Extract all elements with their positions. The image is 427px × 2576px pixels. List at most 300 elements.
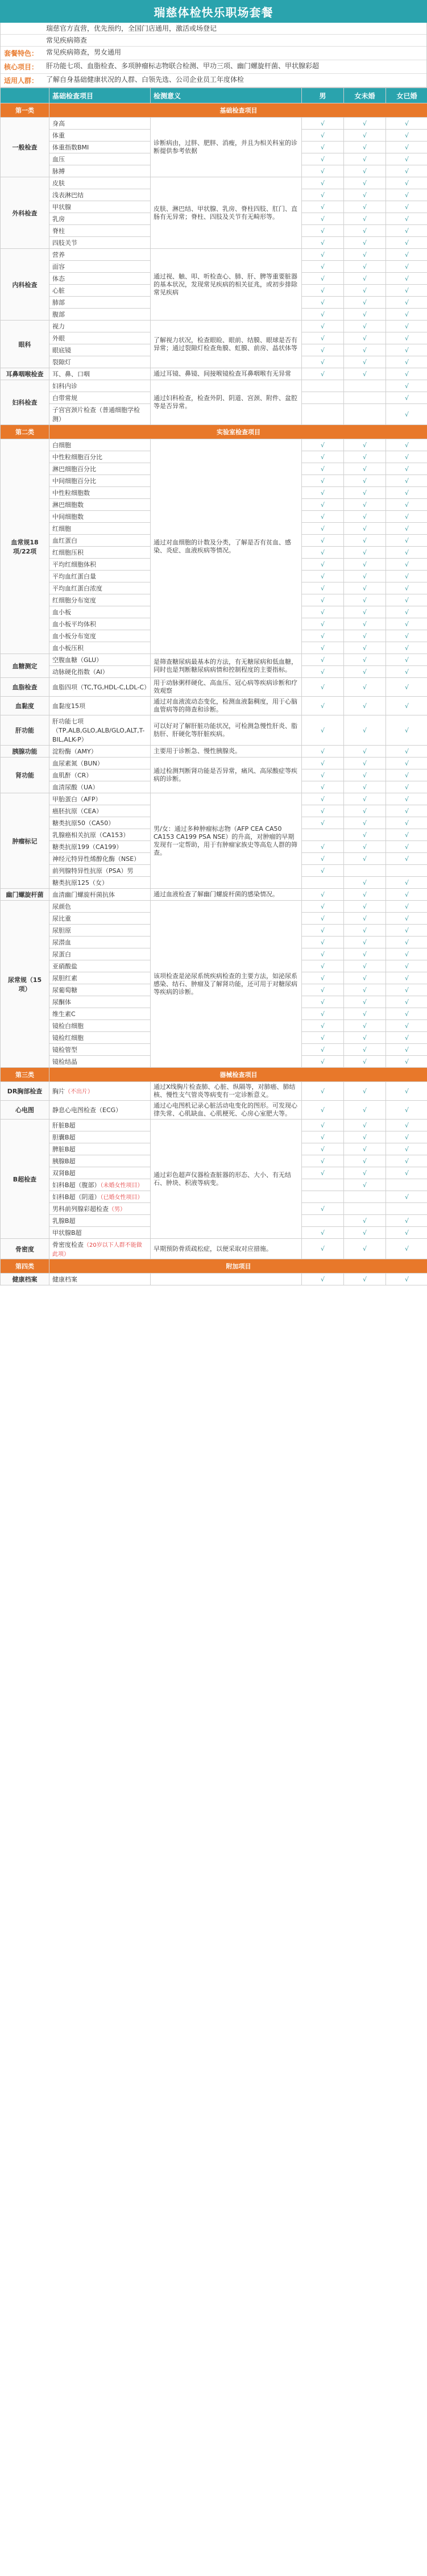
- section-header-row: [1, 1259, 427, 1274]
- check-female-single: √: [344, 1056, 386, 1068]
- item-name: 镜检结晶: [52, 1058, 77, 1066]
- check-male: √: [302, 153, 344, 165]
- category-cell: 耳鼻咽喉检查: [1, 368, 49, 380]
- item-name: 淋巴细胞百分比: [52, 465, 96, 473]
- check-female-single: √: [344, 189, 386, 201]
- check-female-married: √: [386, 404, 427, 425]
- category-cell: 尿常规（15项）: [1, 901, 49, 1068]
- check-female-married: √: [386, 805, 427, 817]
- table-row: [1, 1101, 427, 1120]
- item-name: 脊柱: [52, 227, 65, 235]
- item-name: 糖类抗原125（女）: [52, 879, 108, 887]
- check-female-single: √: [344, 511, 386, 523]
- check-female-single: √: [344, 1044, 386, 1056]
- check-female-single: √: [344, 793, 386, 805]
- check-female-married: √: [386, 715, 427, 746]
- item-name: 尿胆原: [52, 927, 71, 934]
- item-name: 动脉硬化指数（AI）: [52, 668, 109, 676]
- item-name: 尿葡萄糖: [52, 987, 77, 994]
- item-name: 血肌酐（CR）: [52, 772, 93, 779]
- check-female-single: √: [344, 1120, 386, 1131]
- check-female-single: √: [344, 165, 386, 177]
- check-male: √: [302, 189, 344, 201]
- category-cell: 肿瘤标记: [1, 793, 49, 889]
- check-female-single: √: [344, 177, 386, 189]
- check-male: √: [302, 853, 344, 865]
- check-male: √: [302, 285, 344, 297]
- item-name-cell: [49, 559, 151, 571]
- check-female-single: [344, 392, 386, 404]
- item-name: 血黏度15项: [52, 702, 85, 710]
- item-name-cell: [49, 1203, 151, 1215]
- item-note: （已婚女性项目）: [100, 1195, 143, 1201]
- check-female-married: [386, 1179, 427, 1191]
- info-value: 常见疾病筛查: [46, 36, 88, 44]
- item-name-cell: [49, 901, 151, 913]
- check-male: √: [302, 594, 344, 606]
- check-female-married: √: [386, 1227, 427, 1239]
- check-female-married: √: [386, 678, 427, 697]
- check-male: √: [302, 142, 344, 153]
- check-female-married: √: [386, 606, 427, 618]
- item-name-cell: [49, 118, 151, 130]
- item-name: 脉搏: [52, 168, 65, 175]
- item-name: 肝脏B超: [52, 1122, 76, 1129]
- section-name: 实验室检查项目: [49, 425, 427, 439]
- item-name-cell: [49, 805, 151, 817]
- item-name: 尿颜色: [52, 903, 71, 910]
- item-name: 镜检管型: [52, 1046, 77, 1054]
- item-name-cell: [49, 451, 151, 463]
- item-name: 妇科B超（阴道）: [52, 1193, 101, 1201]
- check-female-single: √: [344, 439, 386, 451]
- section-name: 附加项目: [49, 1259, 427, 1274]
- check-male: √: [302, 972, 344, 984]
- item-name: 平均血红蛋白浓度: [52, 585, 102, 592]
- item-name-cell: [49, 439, 151, 451]
- check-male: √: [302, 805, 344, 817]
- item-name: 子宫宫颈片检查（普通细胞学检测）: [52, 406, 140, 423]
- item-name-cell: [49, 817, 151, 829]
- table-row: [1, 177, 427, 189]
- item-name: 尿酮体: [52, 998, 71, 1006]
- check-male: [302, 877, 344, 889]
- check-female-married: √: [386, 758, 427, 769]
- check-female-single: [344, 404, 386, 425]
- item-name-cell: [49, 1044, 151, 1056]
- item-name-cell: [49, 758, 151, 769]
- check-male: √: [302, 1155, 344, 1167]
- item-name: 体重指数BMI: [52, 144, 89, 151]
- item-name-cell: [49, 380, 151, 392]
- item-name-cell: [49, 356, 151, 368]
- item-name: 甲状腺: [52, 203, 71, 211]
- check-female-single: √: [344, 451, 386, 463]
- table-row: [1, 715, 427, 746]
- meaning-cell: 通过X线胸片检查肺、心脏、纵隔等，对肺癌、肺结核、慢性支气管炎等病变有一定诊断意义。: [151, 1082, 302, 1101]
- check-male: √: [302, 118, 344, 130]
- check-female-married: √: [386, 153, 427, 165]
- check-male: √: [302, 1167, 344, 1179]
- item-name: 血小板压积: [52, 644, 84, 652]
- check-male: [302, 380, 344, 392]
- check-female-single: √: [344, 630, 386, 642]
- info-row: [1, 23, 426, 34]
- check-male: √: [302, 261, 344, 273]
- check-female-single: √: [344, 356, 386, 368]
- check-female-single: √: [344, 1032, 386, 1044]
- item-name-cell: [49, 1120, 151, 1131]
- check-female-single: √: [344, 781, 386, 793]
- check-male: √: [302, 439, 344, 451]
- check-female-single: √: [344, 984, 386, 996]
- section-header-row: [1, 1068, 427, 1082]
- item-name-cell: [49, 606, 151, 618]
- check-male: √: [302, 547, 344, 559]
- check-female-single: √: [344, 937, 386, 948]
- check-female-single: √: [344, 475, 386, 487]
- check-male: √: [302, 344, 344, 356]
- item-name: 身高: [52, 120, 65, 127]
- meaning-cell: 男/女：通过多种肿瘤标志物（AFP CEA CA50 CA153 CA199 PSA NSE）的升高，对肿瘤的早期发现有一定帮助，用于有肿瘤家族史等高危人群的筛查。: [151, 793, 302, 889]
- check-male: [302, 1191, 344, 1203]
- item-name: 尿蛋白: [52, 951, 71, 958]
- check-female-married: √: [386, 344, 427, 356]
- item-name-cell: [49, 404, 151, 425]
- table-row: [1, 321, 427, 332]
- item-name-cell: [49, 697, 151, 715]
- check-female-married: √: [386, 630, 427, 642]
- item-name-cell: [49, 201, 151, 213]
- check-female-married: √: [386, 1082, 427, 1101]
- check-female-single: √: [344, 697, 386, 715]
- meaning-cell: 通过血液检查了解幽门螺旋杆菌的感染情况。: [151, 889, 302, 901]
- check-female-single: √: [344, 925, 386, 937]
- check-female-single: √: [344, 261, 386, 273]
- item-name-cell: [49, 594, 151, 606]
- check-male: √: [302, 451, 344, 463]
- check-male: √: [302, 1239, 344, 1259]
- item-name: 血压: [52, 156, 65, 163]
- check-female-married: √: [386, 380, 427, 392]
- check-female-single: √: [344, 606, 386, 618]
- item-name: 亚硝酸盐: [52, 963, 77, 970]
- check-male: √: [302, 130, 344, 142]
- item-name-cell: [49, 1008, 151, 1020]
- check-female-married: √: [386, 523, 427, 535]
- check-female-married: √: [386, 793, 427, 805]
- section-number: 第二类: [1, 425, 49, 439]
- check-female-single: √: [344, 1020, 386, 1032]
- meaning-cell: 通过彩色超声仪器检查脏器的形态、大小、有无结石、肿块、积液等病变。: [151, 1120, 302, 1239]
- check-male: √: [302, 1032, 344, 1044]
- check-female-married: √: [386, 559, 427, 571]
- check-male: √: [302, 559, 344, 571]
- item-name: 血小板: [52, 609, 71, 616]
- check-male: [302, 1215, 344, 1227]
- item-name-cell: [49, 309, 151, 321]
- check-female-married: √: [386, 817, 427, 829]
- item-name: 体重: [52, 132, 65, 139]
- item-name: 中性粒细胞数: [52, 489, 90, 497]
- item-name-cell: [49, 642, 151, 654]
- item-name: 眼底镜: [52, 347, 71, 354]
- item-name-cell: [49, 213, 151, 225]
- check-female-married: √: [386, 877, 427, 889]
- table-row: [1, 901, 427, 913]
- item-name-cell: [49, 841, 151, 853]
- item-name: 腹部: [52, 311, 65, 318]
- item-name-cell: [49, 392, 151, 404]
- check-female-married: √: [386, 249, 427, 261]
- check-female-single: √: [344, 1101, 386, 1120]
- check-female-single: √: [344, 829, 386, 841]
- item-name-cell: [49, 1082, 151, 1101]
- item-name: 脾脏B超: [52, 1146, 76, 1153]
- item-name: 红细胞分布宽度: [52, 597, 96, 604]
- check-male: √: [302, 817, 344, 829]
- item-name: 血小板分布宽度: [52, 632, 96, 640]
- header-col-female-single: 女未婚: [344, 88, 386, 103]
- check-female-single: √: [344, 1167, 386, 1179]
- item-name: 甲胎蛋白（AFP）: [52, 796, 102, 803]
- item-name-cell: [49, 1274, 151, 1285]
- item-name-cell: [49, 189, 151, 201]
- check-female-single: √: [344, 654, 386, 666]
- check-female-married: √: [386, 1155, 427, 1167]
- check-female-single: √: [344, 130, 386, 142]
- check-female-single: √: [344, 769, 386, 781]
- check-female-single: √: [344, 805, 386, 817]
- check-male: √: [302, 1044, 344, 1056]
- check-female-married: √: [386, 937, 427, 948]
- check-female-married: √: [386, 913, 427, 925]
- meaning-cell: 通过耳镜、鼻镜、间接喉镜检查耳鼻咽喉有无异常: [151, 368, 302, 380]
- table-header: [1, 88, 427, 103]
- check-female-single: √: [344, 1227, 386, 1239]
- item-name-cell: [49, 535, 151, 547]
- item-name-cell: [49, 523, 151, 535]
- check-female-single: √: [344, 297, 386, 309]
- check-male: √: [302, 237, 344, 249]
- check-female-single: √: [344, 249, 386, 261]
- item-name-cell: [49, 547, 151, 559]
- check-male: √: [302, 606, 344, 618]
- check-male: √: [302, 769, 344, 781]
- check-male: √: [302, 249, 344, 261]
- table-row: [1, 889, 427, 901]
- item-name: 妇科B超（腹部）: [52, 1181, 101, 1189]
- item-name: 平均红细胞体积: [52, 561, 96, 568]
- check-male: √: [302, 913, 344, 925]
- item-name: 视力: [52, 323, 65, 330]
- category-cell: 健康档案: [1, 1274, 49, 1285]
- check-female-married: √: [386, 1032, 427, 1044]
- item-name: 平均血红蛋白量: [52, 573, 96, 580]
- check-female-married: √: [386, 321, 427, 332]
- check-female-married: √: [386, 582, 427, 594]
- info-row: [1, 46, 426, 60]
- item-name-cell: [49, 829, 151, 841]
- item-name: 红细胞: [52, 525, 71, 532]
- item-name-cell: [49, 666, 151, 678]
- item-name-cell: [49, 487, 151, 499]
- item-name-cell: [49, 153, 151, 165]
- check-female-single: √: [344, 746, 386, 758]
- check-female-single: √: [344, 1143, 386, 1155]
- section-name: 基础检查项目: [49, 103, 427, 118]
- item-name: 肺部: [52, 299, 65, 306]
- item-name-cell: [49, 937, 151, 948]
- check-female-married: √: [386, 746, 427, 758]
- item-name-cell: [49, 865, 151, 877]
- item-name: 乳腺癌相关抗原（CA153）: [52, 831, 130, 839]
- check-male: √: [302, 996, 344, 1008]
- category-cell: 血脂检查: [1, 678, 49, 697]
- check-male: √: [302, 1020, 344, 1032]
- check-female-single: √: [344, 118, 386, 130]
- category-cell: 一般检查: [1, 118, 49, 177]
- check-female-married: [386, 1203, 427, 1215]
- category-cell: 外科检查: [1, 177, 49, 249]
- check-male: √: [302, 332, 344, 344]
- item-name: 耳、鼻、口咽: [52, 371, 90, 378]
- table-row: [1, 380, 427, 392]
- check-male: √: [302, 571, 344, 582]
- check-female-married: √: [386, 1101, 427, 1120]
- item-name-cell: [49, 249, 151, 261]
- item-name: 裂隙灯: [52, 359, 71, 366]
- item-name-cell: [49, 889, 151, 901]
- info-value: 了解自身基础健康状况的人群、白领先选、公司企业员工年度体检: [46, 76, 244, 84]
- check-female-single: √: [344, 285, 386, 297]
- header-col-meaning: 检测意义: [151, 88, 302, 103]
- check-female-married: √: [386, 201, 427, 213]
- check-male: √: [302, 925, 344, 937]
- check-female-married: √: [386, 511, 427, 523]
- check-female-single: √: [344, 1155, 386, 1167]
- check-male: √: [302, 901, 344, 913]
- check-female-married: √: [386, 901, 427, 913]
- check-male: √: [302, 793, 344, 805]
- item-name: 淋巴细胞数: [52, 501, 84, 509]
- item-name: 中间细胞百分比: [52, 477, 96, 485]
- check-male: √: [302, 499, 344, 511]
- check-female-single: √: [344, 996, 386, 1008]
- check-female-married: √: [386, 889, 427, 901]
- check-female-married: √: [386, 1044, 427, 1056]
- check-female-single: √: [344, 889, 386, 901]
- meaning-cell: [151, 1274, 302, 1285]
- item-name-cell: [49, 297, 151, 309]
- item-name-cell: [49, 853, 151, 865]
- item-name: 白细胞: [52, 442, 71, 449]
- check-female-single: √: [344, 618, 386, 630]
- category-cell: 心电图: [1, 1101, 49, 1120]
- item-name-cell: [49, 1215, 151, 1227]
- check-male: √: [302, 1131, 344, 1143]
- item-name: 尿潜血: [52, 939, 71, 946]
- item-name-cell: [49, 925, 151, 937]
- check-female-single: √: [344, 463, 386, 475]
- item-name: 血尿素氮（BUN）: [52, 760, 103, 767]
- check-female-single: √: [344, 715, 386, 746]
- check-female-single: √: [344, 559, 386, 571]
- section-number: 第四类: [1, 1259, 49, 1274]
- check-female-single: √: [344, 972, 386, 984]
- item-name: 镜检白细胞: [52, 1022, 84, 1030]
- item-name-cell: [49, 1191, 151, 1203]
- info-value: 瑞慈官方直营，优先预约，全国门店通用，激活或场登记: [46, 24, 217, 32]
- check-male: √: [302, 535, 344, 547]
- check-female-married: √: [386, 841, 427, 853]
- item-name-cell: [49, 1032, 151, 1044]
- item-name-cell: [49, 1239, 151, 1259]
- item-name-cell: [49, 511, 151, 523]
- check-male: √: [302, 368, 344, 380]
- table-row: [1, 758, 427, 769]
- check-female-single: √: [344, 535, 386, 547]
- item-name-cell: [49, 130, 151, 142]
- check-female-married: √: [386, 261, 427, 273]
- check-female-married: √: [386, 392, 427, 404]
- check-female-married: √: [386, 451, 427, 463]
- category-cell: 眼科: [1, 321, 49, 368]
- check-male: √: [302, 1120, 344, 1131]
- check-male: √: [302, 523, 344, 535]
- item-name: 胆囊B超: [52, 1134, 76, 1141]
- check-female-married: [386, 865, 427, 877]
- check-female-single: [344, 1203, 386, 1215]
- item-name-cell: [49, 715, 151, 746]
- item-name-cell: [49, 746, 151, 758]
- check-female-single: √: [344, 225, 386, 237]
- package-info: [0, 23, 427, 88]
- item-name: 妇科内诊: [52, 382, 77, 390]
- item-name-cell: [49, 368, 151, 380]
- item-name-cell: [49, 769, 151, 781]
- item-name: 骨密度检查: [52, 1241, 84, 1249]
- item-name-cell: [49, 781, 151, 793]
- check-female-single: [344, 380, 386, 392]
- check-female-married: √: [386, 1191, 427, 1203]
- info-key: 套餐特色：: [4, 49, 39, 57]
- item-name-cell: [49, 913, 151, 925]
- category-cell: DR胸部检查: [1, 1082, 49, 1101]
- category-cell: 内科检查: [1, 249, 49, 321]
- header-col-female-married: 女已婚: [386, 88, 427, 103]
- item-name: 血清幽门螺旋杆菌抗体: [52, 891, 115, 898]
- check-male: √: [302, 177, 344, 189]
- check-female-single: √: [344, 853, 386, 865]
- meaning-cell: 通过妇科检查，检查外阴、阴道、宫颈、附件、盆腔等是否异常。: [151, 380, 302, 425]
- check-female-married: √: [386, 697, 427, 715]
- item-name: 胰腺B超: [52, 1158, 76, 1165]
- item-name: 血小板平均体积: [52, 621, 96, 628]
- check-female-single: √: [344, 666, 386, 678]
- item-name-cell: [49, 177, 151, 189]
- info-row: [1, 73, 426, 87]
- item-name-cell: [49, 463, 151, 475]
- check-female-married: √: [386, 189, 427, 201]
- meaning-cell: 是筛查糖尿病最基本的方法，有无糖尿病和低血糖，同时也是判断糖尿病病情和控制程度的主要指标。: [151, 654, 302, 678]
- item-name-cell: [49, 960, 151, 972]
- table-row: [1, 678, 427, 697]
- item-name-cell: [49, 877, 151, 889]
- item-name: 男科前列腺彩超检查: [52, 1205, 109, 1213]
- check-male: √: [302, 1203, 344, 1215]
- meaning-cell: 早期预防骨质疏松症，以便采取对应措施。: [151, 1239, 302, 1259]
